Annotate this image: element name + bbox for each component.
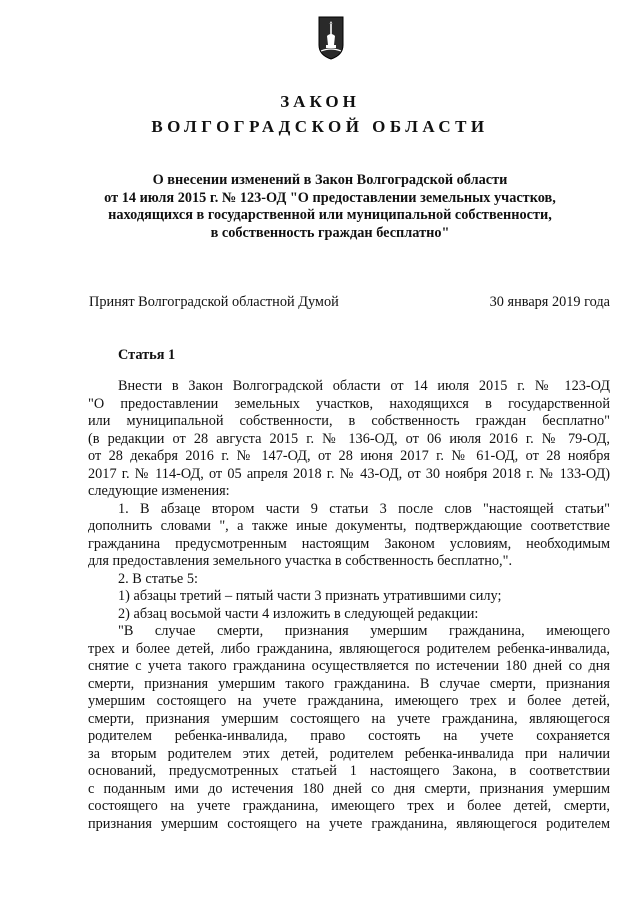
- text-line: 2. В статье 5:: [118, 570, 198, 587]
- text-line: трех и более детей, либо гражданина, являющегося родителем ребенка-инвалида,: [88, 640, 610, 657]
- article-heading: Статья 1: [118, 347, 176, 363]
- subject-line: О внесении изменений в Закон Волгоградской области: [152, 172, 508, 188]
- text-line: оснований, предусмотренных статьей 1 настоящего Закона, в соответствии: [88, 763, 610, 779]
- text-line: родителем ребенка-инвалида, право состоять на учете сохраняется: [88, 728, 610, 744]
- subject-line: находящихся в государственной или муниципальной собственности,: [108, 207, 552, 223]
- text-line: смерти, признания умершим состоящего на учете гражданина, являющегося: [88, 710, 610, 727]
- article-body: [88, 378, 610, 833]
- text-line: следующие изменения:: [88, 483, 230, 499]
- text-line: от 28 декабря 2016 г. № 147-ОД, от 28 июня 2017 г. № 61-ОД, от 28 ноября: [88, 448, 610, 464]
- region-title: ВОЛГОГРАДСКОЙ ОБЛАСТИ: [151, 117, 489, 136]
- text-line: Внести в Закон Волгоградской области от 14 июля 2015 г. № 123-ОД: [118, 378, 610, 394]
- text-line: гражданина предусмотренным настоящим Законом условиям, необходимым: [88, 535, 610, 552]
- text-line: смерти, признания умершим такого гражданина. В случае смерти, признания: [88, 675, 610, 692]
- text-line: состоящего на учете гражданина, имеющего трех и более детей, смерти,: [88, 798, 610, 814]
- text-line: 2) абзац восьмой части 4 изложить в следующей редакции:: [118, 605, 479, 622]
- adopted-by: Принят Волгоградской областной Думой: [89, 294, 339, 310]
- text-line: 1. В абзаце втором части 9 статьи 3 после слов "настоящей статьи": [118, 500, 610, 517]
- text-line: "В случае смерти, признания умершим гражданина, имеющего: [118, 623, 610, 639]
- text-line: 1) абзацы третий – пятый части 3 признать утратившими силу;: [118, 588, 502, 604]
- law-title: ЗАКОН: [280, 92, 360, 111]
- text-line: признания умершим состоящего на учете гражданина, являющегося родителем: [88, 815, 610, 832]
- text-line: или муниципальной собственности, в собственность граждан бесплатно": [88, 413, 610, 429]
- volgograd-coat-of-arms-icon: [317, 15, 345, 61]
- text-line: для предоставления земельного участка в собственность бесплатно,".: [88, 553, 513, 569]
- text-line: дополнить словами ", а также иные документы, подтверждающие соответствие: [88, 518, 610, 534]
- adoption-date: 30 января 2019 года: [489, 294, 610, 310]
- subject-line: от 14 июля 2015 г. № 123-ОД "О предоставлении земельных участков,: [104, 189, 556, 206]
- text-line: за вторым родителем этих детей, родителем ребенка-инвалида при наличии: [88, 745, 610, 762]
- text-line: умершим состоящего на учете гражданина, имеющего трех и более детей,: [88, 693, 610, 709]
- text-line: с поданным ими до истечения 180 дней со дня смерти, признания умершим: [88, 780, 610, 797]
- text-line: (в редакции от 28 августа 2015 г. № 136-ОД, от 06 июля 2016 г. № 79-ОД,: [88, 430, 610, 447]
- text-line: снятие с учета такого гражданина осуществляется по истечении 180 дней со дня: [88, 658, 610, 674]
- text-line: 2017 г. № 114-ОД, от 05 апреля 2018 г. № 43-ОД, от 30 ноября 2018 г. № 133-ОД): [88, 465, 610, 482]
- text-line: "О предоставлении земельных участков, находящихся в государственной: [88, 395, 610, 412]
- subject-line: в собственность граждан бесплатно": [210, 224, 450, 241]
- law-subject: [70, 172, 590, 242]
